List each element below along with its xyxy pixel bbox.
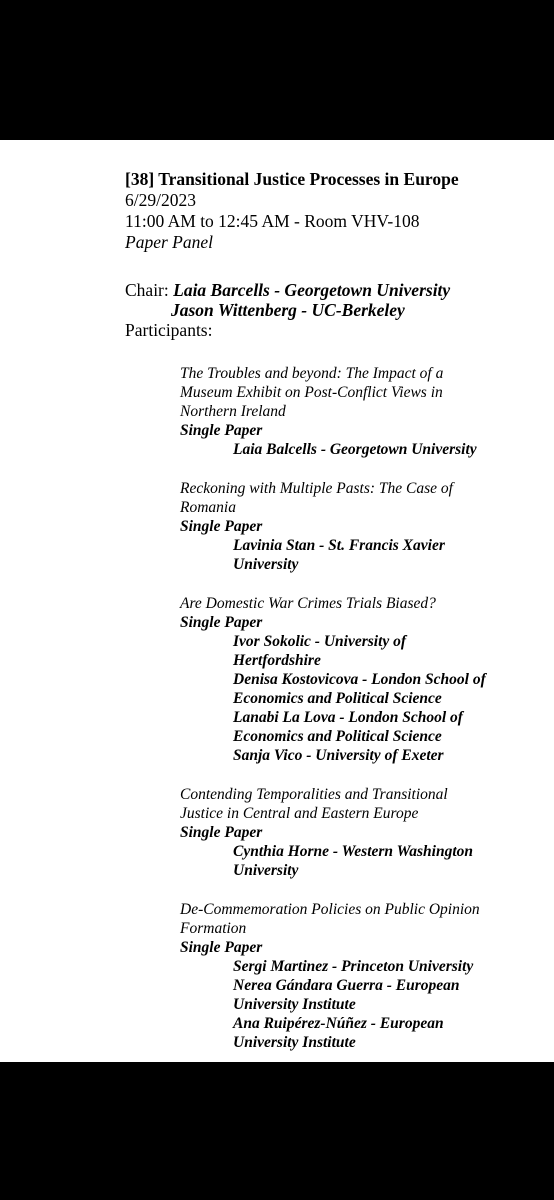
author-line: Lanabi La Lova - London School of bbox=[233, 709, 463, 726]
author-line: Economics and Political Science bbox=[233, 728, 442, 745]
paper-title-line: Reckoning with Multiple Pasts: The Case of bbox=[180, 480, 453, 497]
panel-date: 6/29/2023 bbox=[125, 190, 196, 210]
paper-authors bbox=[180, 632, 550, 765]
paper-type: Single Paper bbox=[180, 518, 263, 535]
author-line: Nerea Gándara Guerra - European bbox=[233, 977, 460, 994]
panel-type: Paper Panel bbox=[125, 232, 213, 252]
paper-type: Single Paper bbox=[180, 824, 263, 841]
chair-name: Laia Barcells - Georgetown University bbox=[173, 280, 451, 300]
chair-row bbox=[125, 280, 545, 300]
paper-authors bbox=[180, 440, 550, 459]
papers-list bbox=[180, 364, 550, 1062]
author-line: Denisa Kostovicova - London School of bbox=[233, 671, 486, 688]
panel-time-room: 11:00 AM to 12:45 AM - Room VHV-108 bbox=[125, 211, 420, 231]
author-line: University bbox=[233, 556, 299, 573]
paper-title-line: Contending Temporalities and Transitional bbox=[180, 786, 448, 803]
paper-type: Single Paper bbox=[180, 939, 263, 956]
document-page[interactable] bbox=[0, 140, 554, 1062]
chair-name: Jason Wittenberg - UC-Berkeley bbox=[171, 300, 405, 320]
chair-block bbox=[125, 280, 545, 340]
paper-entry bbox=[180, 364, 550, 459]
author-line: Lavinia Stan - St. Francis Xavier bbox=[233, 537, 445, 554]
paper-title-line: Northern Ireland bbox=[180, 403, 286, 420]
paper-title-line: Museum Exhibit on Post-Conflict Views in bbox=[180, 384, 443, 401]
paper-authors bbox=[180, 957, 550, 1052]
paper-entry bbox=[180, 594, 550, 765]
author-line: Sanja Vico - University of Exeter bbox=[233, 747, 444, 764]
panel-title: [38] Transitional Justice Processes in Europe bbox=[125, 169, 459, 189]
author-line: Sergi Martinez - Princeton University bbox=[233, 958, 474, 975]
author-line: Laia Balcells - Georgetown University bbox=[233, 441, 477, 458]
author-line: Cynthia Horne - Western Washington bbox=[233, 843, 474, 860]
paper-title-line: The Troubles and beyond: The Impact of a bbox=[180, 365, 444, 382]
paper-authors bbox=[180, 536, 550, 574]
chair-label: Chair: bbox=[125, 280, 174, 300]
participants-label: Participants: bbox=[125, 320, 213, 340]
paper-title-line: Romania bbox=[180, 499, 236, 516]
author-line: Ivor Sokolic - University of bbox=[233, 633, 407, 650]
paper-entry bbox=[180, 785, 550, 880]
paper-title-line: Justice in Central and Eastern Europe bbox=[180, 805, 419, 822]
author-line: University Institute bbox=[233, 1034, 356, 1051]
bottom-black-bar bbox=[0, 1062, 554, 1200]
top-black-bar bbox=[0, 0, 554, 140]
author-line: Economics and Political Science bbox=[233, 690, 442, 707]
paper-entry bbox=[180, 900, 550, 1052]
panel-header bbox=[125, 169, 545, 253]
author-line: University bbox=[233, 862, 299, 879]
paper-type: Single Paper bbox=[180, 614, 263, 631]
paper-type: Single Paper bbox=[180, 422, 263, 439]
paper-title-line: De-Commemoration Policies on Public Opinion bbox=[180, 901, 480, 918]
paper-title-line: Are Domestic War Crimes Trials Biased? bbox=[180, 595, 436, 612]
author-line: Hertfordshire bbox=[233, 652, 321, 669]
paper-entry bbox=[180, 479, 550, 574]
paper-title-line: Formation bbox=[180, 920, 247, 937]
paper-authors bbox=[180, 842, 550, 880]
author-line: Ana Ruipérez-Núñez - European bbox=[233, 1015, 444, 1032]
author-line: University Institute bbox=[233, 996, 356, 1013]
